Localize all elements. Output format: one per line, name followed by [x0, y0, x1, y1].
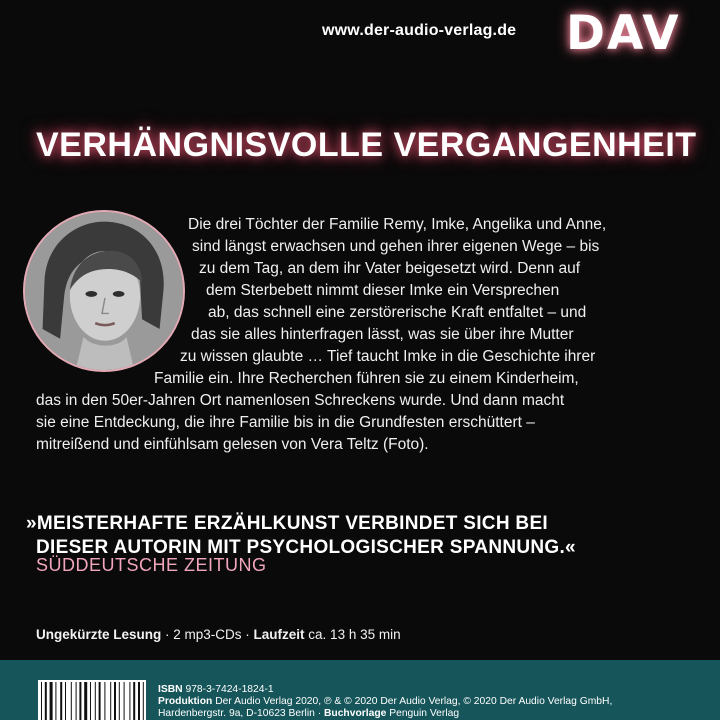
isbn-label: ISBN: [158, 684, 183, 695]
headline: VERHÄNGNISVOLLE VERGANGENHEIT: [36, 126, 697, 164]
description-line: Die drei Töchter der Familie Remy, Imke, Angelika und Anne,: [188, 216, 607, 233]
address-line: [158, 708, 708, 720]
quote-line: »MEISTERHAFTE ERZÄHLKUNST VERBINDET SICH BEI: [26, 513, 549, 534]
portrait-photo-icon: [25, 212, 183, 370]
top-bar: [0, 0, 720, 70]
barcode-bar: [90, 682, 91, 720]
barcode-bar: [95, 682, 96, 720]
barcode-bar: [114, 682, 116, 720]
description-line: dem Sterbebett nimmt dieser Imke ein Versprechen: [206, 282, 560, 299]
description-line: Familie ein. Ihre Recherchen führen sie zu einem Kinderheim,: [154, 370, 579, 387]
barcode-bar: [124, 682, 125, 720]
format-text: · 2 mp3-CDs ·: [161, 627, 254, 642]
barcode-bar: [71, 682, 72, 720]
barcode-bar: [99, 682, 101, 720]
barcode-icon: [38, 680, 146, 720]
description-line: das sie alles hinterfragen lässt, was sie über ihre Mutter: [191, 326, 574, 343]
isbn-line: [158, 684, 708, 696]
publisher-website[interactable]: www.der-audio-verlag.de: [322, 22, 517, 39]
duration-value: ca. 13 h 35 min: [304, 627, 401, 642]
description-line: sind längst erwachsen und gehen ihrer eigenen Wege – bis: [192, 238, 600, 255]
barcode-bar: [41, 682, 42, 720]
description-line: sie eine Entdeckung, die ihre Familie bis in die Grundfesten erschüttert –: [36, 414, 535, 431]
barcode-bar: [133, 682, 135, 720]
barcode-bar: [45, 682, 47, 720]
barcode-bar: [110, 682, 111, 720]
narrator-portrait: [23, 210, 185, 372]
barcode-bar: [119, 682, 120, 720]
barcode-bar: [55, 682, 56, 720]
dav-logo: DAV: [566, 6, 681, 61]
quote-source: SÜDDEUTSCHE ZEITUNG: [36, 555, 267, 575]
description-line: zu dem Tag, an dem ihr Vater beigesetzt wird. Denn auf: [199, 260, 581, 277]
description-line: zu wissen glaubte … Tief taucht Imke in die Geschichte ihrer: [180, 348, 596, 365]
production-label: Produktion: [158, 696, 213, 707]
barcode-bar: [50, 682, 53, 720]
barcode-bar: [104, 682, 105, 720]
legal-info: [158, 684, 708, 720]
edition-label: Ungekürzte Lesung: [36, 627, 162, 642]
production-value: Der Audio Verlag 2020, ℗ & © 2020 Der Audio Verlag, © 2020 Der Audio Verlag GmbH,: [212, 696, 613, 707]
barcode-bar: [65, 682, 66, 720]
barcode-bar: [143, 682, 144, 720]
barcode-bar: [76, 682, 77, 720]
barcode-bar: [60, 682, 62, 720]
description-line: ab, das schnell eine zerstörerische Kraft entfaltet – und: [208, 304, 587, 321]
barcode-bar: [79, 682, 81, 720]
address-text: Hardenbergstr. 9a, D-10623 Berlin ·: [158, 708, 324, 719]
book-value: Penguin Verlag: [386, 708, 460, 719]
barcode-bar: [84, 682, 87, 720]
production-line: [158, 696, 708, 708]
book-label: Buchvorlage: [323, 708, 387, 719]
description-line: mitreißend und einfühlsam gelesen von Vera Teltz (Foto).: [36, 436, 429, 453]
barcode-bar: [129, 682, 130, 720]
product-info: [36, 627, 401, 642]
quote-line: DIESER AUTORIN MIT PSYCHOLOGISCHER SPANNUNG.«: [36, 537, 576, 558]
duration-label: Laufzeit: [253, 627, 305, 642]
description-line: das in den 50er-Jahren Ort namenlosen Schreckens wurde. Und dann macht: [36, 392, 565, 409]
isbn-value: 978-3-7424-1824-1: [182, 684, 274, 695]
barcode-bar: [138, 682, 140, 720]
review-quote: [26, 512, 706, 560]
